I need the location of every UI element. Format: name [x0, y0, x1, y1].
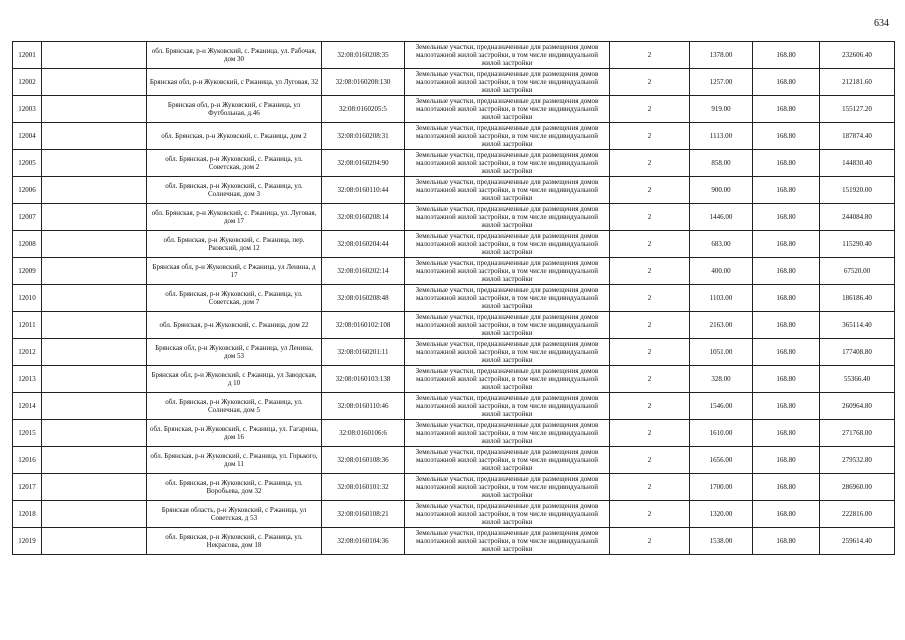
cell-category: 2: [610, 312, 690, 339]
table-row: [13, 204, 895, 231]
table-body: [13, 42, 895, 555]
cell-cadastral-number: 32:08:0160104:36: [322, 528, 405, 555]
cell-rate: 168.80: [753, 42, 820, 69]
cell-cadastral-value: 55366.40: [820, 366, 895, 393]
cell-category: 2: [610, 393, 690, 420]
cell-cadastral-number: 32:08:0160102:108: [322, 312, 405, 339]
cell-id: 12003: [13, 96, 42, 123]
cell-cadastral-number: 32:08:0160208:31: [322, 123, 405, 150]
cell-empty: [42, 231, 147, 258]
cell-rate: 168.80: [753, 312, 820, 339]
cell-category: 2: [610, 285, 690, 312]
table-row: [13, 339, 895, 366]
cell-area: 1113.00: [690, 123, 753, 150]
cell-rate: 168.80: [753, 420, 820, 447]
cell-id: 12008: [13, 231, 42, 258]
cell-address: обл. Брянская, р-н Жуковский, с. Ржаница, дом 2: [147, 123, 322, 150]
cell-area: 1446.00: [690, 204, 753, 231]
table-row: [13, 69, 895, 96]
cell-empty: [42, 258, 147, 285]
cell-purpose: Земельные участки, предназначенные для размещения домов малоэтажной жилой застройки, в том числе индивидуальной жилой застройки: [405, 69, 610, 96]
cell-address: обл. Брянская, р-н Жуковский, с. Ржаница, дом 22: [147, 312, 322, 339]
cell-rate: 168.80: [753, 393, 820, 420]
cell-area: 2163.00: [690, 312, 753, 339]
cell-purpose: Земельные участки, предназначенные для размещения домов малоэтажной жилой застройки, в том числе индивидуальной жилой застройки: [405, 285, 610, 312]
cell-purpose: Земельные участки, предназначенные для размещения домов малоэтажной жилой застройки, в том числе индивидуальной жилой застройки: [405, 123, 610, 150]
cell-cadastral-number: 32:08:0160110:46: [322, 393, 405, 420]
cell-category: 2: [610, 204, 690, 231]
cell-category: 2: [610, 339, 690, 366]
table-row: [13, 42, 895, 69]
cell-id: 12009: [13, 258, 42, 285]
table-row: [13, 96, 895, 123]
cell-area: 1103.00: [690, 285, 753, 312]
cell-empty: [42, 204, 147, 231]
cell-empty: [42, 366, 147, 393]
land-registry-table: [12, 41, 895, 555]
cell-category: 2: [610, 528, 690, 555]
cell-rate: 168.80: [753, 258, 820, 285]
cell-address: обл. Брянская, р-н Жуковский, с. Ржаница, ул. Советская, дом 2: [147, 150, 322, 177]
cell-category: 2: [610, 258, 690, 285]
cell-id: 12015: [13, 420, 42, 447]
cell-id: 12019: [13, 528, 42, 555]
cell-purpose: Земельные участки, предназначенные для размещения домов малоэтажной жилой застройки, в том числе индивидуальной жилой застройки: [405, 339, 610, 366]
cell-area: 1656.00: [690, 447, 753, 474]
cell-cadastral-number: 32:08:0160205:5: [322, 96, 405, 123]
cell-address: обл. Брянская, р-н Жуковский, с. Ржаница, ул. Воробьева, дом 32: [147, 474, 322, 501]
cell-address: Брянская обл, р-н Жуковский, с Ржаница, ул Футбольная, д.46: [147, 96, 322, 123]
cell-area: 900.00: [690, 177, 753, 204]
cell-area: 1546.00: [690, 393, 753, 420]
cell-cadastral-value: 365114.40: [820, 312, 895, 339]
cell-empty: [42, 393, 147, 420]
cell-category: 2: [610, 447, 690, 474]
cell-empty: [42, 150, 147, 177]
cell-purpose: Земельные участки, предназначенные для размещения домов малоэтажной жилой застройки, в том числе индивидуальной жилой застройки: [405, 393, 610, 420]
cell-address: Брянская обл, р-н Жуковский, с Ржаница, ул Заводская, д 10: [147, 366, 322, 393]
cell-empty: [42, 42, 147, 69]
cell-id: 12017: [13, 474, 42, 501]
cell-cadastral-number: 32:08:0160103:138: [322, 366, 405, 393]
cell-cadastral-value: 244084.80: [820, 204, 895, 231]
cell-area: 328.00: [690, 366, 753, 393]
cell-rate: 168.80: [753, 501, 820, 528]
cell-empty: [42, 501, 147, 528]
cell-id: 12007: [13, 204, 42, 231]
cell-rate: 168.80: [753, 150, 820, 177]
cell-id: 12001: [13, 42, 42, 69]
cell-empty: [42, 96, 147, 123]
cell-cadastral-value: 260964.80: [820, 393, 895, 420]
cell-cadastral-number: 32:08:0160208:35: [322, 42, 405, 69]
cell-rate: 168.80: [753, 285, 820, 312]
cell-id: 12005: [13, 150, 42, 177]
cell-category: 2: [610, 420, 690, 447]
table-row: [13, 312, 895, 339]
cell-id: 12014: [13, 393, 42, 420]
cell-cadastral-value: 279532.80: [820, 447, 895, 474]
cell-cadastral-number: 32:08:0160202:14: [322, 258, 405, 285]
cell-purpose: Земельные участки, предназначенные для размещения домов малоэтажной жилой застройки, в том числе индивидуальной жилой застройки: [405, 231, 610, 258]
cell-purpose: Земельные участки, предназначенные для размещения домов малоэтажной жилой застройки, в том числе индивидуальной жилой застройки: [405, 258, 610, 285]
table-row: [13, 447, 895, 474]
table-row: [13, 123, 895, 150]
table-row: [13, 474, 895, 501]
cell-area: 1257.00: [690, 69, 753, 96]
cell-cadastral-value: 155127.20: [820, 96, 895, 123]
cell-id: 12002: [13, 69, 42, 96]
cell-cadastral-number: 32:08:0160110:44: [322, 177, 405, 204]
cell-category: 2: [610, 501, 690, 528]
cell-area: 1378.00: [690, 42, 753, 69]
cell-address: обл. Брянская, р-н Жуковский, с. Ржаница, ул. Рабочая, дом 30: [147, 42, 322, 69]
cell-id: 12004: [13, 123, 42, 150]
cell-area: 1320.00: [690, 501, 753, 528]
cell-address: Брянская обл, р-н Жуковский, с Ржаница, ул Луговая, 32: [147, 69, 322, 96]
table-row: [13, 528, 895, 555]
cell-area: 858.00: [690, 150, 753, 177]
cell-address: обл. Брянская, р-н Жуковский, с. Ржаница, ул. Горького, дом 11: [147, 447, 322, 474]
cell-empty: [42, 177, 147, 204]
cell-category: 2: [610, 474, 690, 501]
cell-empty: [42, 312, 147, 339]
cell-cadastral-value: 271768.00: [820, 420, 895, 447]
cell-purpose: Земельные участки, предназначенные для размещения домов малоэтажной жилой застройки, в том числе индивидуальной жилой застройки: [405, 312, 610, 339]
cell-area: 1538.00: [690, 528, 753, 555]
cell-cadastral-value: 115290.40: [820, 231, 895, 258]
table-row: [13, 285, 895, 312]
cell-purpose: Земельные участки, предназначенные для размещения домов малоэтажной жилой застройки, в том числе индивидуальной жилой застройки: [405, 204, 610, 231]
cell-area: 1610.00: [690, 420, 753, 447]
cell-cadastral-value: 151920.00: [820, 177, 895, 204]
cell-cadastral-number: 32:08:0160108:36: [322, 447, 405, 474]
cell-address: обл. Брянская, р-н Жуковский, с. Ржаница, ул. Советская, дом 7: [147, 285, 322, 312]
cell-purpose: Земельные участки, предназначенные для размещения домов малоэтажной жилой застройки, в том числе индивидуальной жилой застройки: [405, 42, 610, 69]
cell-cadastral-value: 144830.40: [820, 150, 895, 177]
cell-purpose: Земельные участки, предназначенные для размещения домов малоэтажной жилой застройки, в том числе индивидуальной жилой застройки: [405, 366, 610, 393]
cell-rate: 168.80: [753, 231, 820, 258]
cell-cadastral-number: 32:08:0160208:48: [322, 285, 405, 312]
cell-address: обл. Брянская, р-н Жуковский, с. Ржаница, ул. Солнечная, дом 5: [147, 393, 322, 420]
cell-purpose: Земельные участки, предназначенные для размещения домов малоэтажной жилой застройки, в том числе индивидуальной жилой застройки: [405, 501, 610, 528]
cell-address: обл. Брянская, р-н Жуковский, с. Ржаница, ул. Гагарина, дом 16: [147, 420, 322, 447]
cell-empty: [42, 285, 147, 312]
cell-rate: 168.80: [753, 204, 820, 231]
cell-area: 1700.00: [690, 474, 753, 501]
cell-cadastral-value: 187874.40: [820, 123, 895, 150]
cell-rate: 168.80: [753, 96, 820, 123]
cell-id: 12006: [13, 177, 42, 204]
cell-purpose: Земельные участки, предназначенные для размещения домов малоэтажной жилой застройки, в том числе индивидуальной жилой застройки: [405, 447, 610, 474]
cell-cadastral-number: 32:08:0160208:14: [322, 204, 405, 231]
table-row: [13, 393, 895, 420]
page-number: 634: [874, 18, 889, 29]
cell-address: обл. Брянская, р-н Жуковский, с. Ржаница, пер. Рковский, дом 12: [147, 231, 322, 258]
cell-empty: [42, 123, 147, 150]
table-row: [13, 258, 895, 285]
cell-cadastral-value: 186186.40: [820, 285, 895, 312]
cell-cadastral-value: 212181.60: [820, 69, 895, 96]
cell-cadastral-number: 32:08:0160101:32: [322, 474, 405, 501]
cell-address: обл. Брянская, р-н Жуковский, с. Ржаница, ул. Некрасова, дом 18: [147, 528, 322, 555]
cell-address: обл. Брянская, р-н Жуковский, с. Ржаница, ул. Луговая, дом 17: [147, 204, 322, 231]
cell-cadastral-number: 32:08:0160204:90: [322, 150, 405, 177]
cell-address: Брянская область, р-н Жуковский, с Ржаница, ул Советская, д 53: [147, 501, 322, 528]
cell-category: 2: [610, 231, 690, 258]
table-row: [13, 231, 895, 258]
cell-purpose: Земельные участки, предназначенные для размещения домов малоэтажной жилой застройки, в том числе индивидуальной жилой застройки: [405, 420, 610, 447]
cell-cadastral-value: 232606.40: [820, 42, 895, 69]
cell-id: 12012: [13, 339, 42, 366]
cell-category: 2: [610, 42, 690, 69]
cell-rate: 168.80: [753, 69, 820, 96]
cell-purpose: Земельные участки, предназначенные для размещения домов малоэтажной жилой застройки, в том числе индивидуальной жилой застройки: [405, 177, 610, 204]
cell-rate: 168.80: [753, 123, 820, 150]
cell-area: 683.00: [690, 231, 753, 258]
cell-empty: [42, 474, 147, 501]
cell-empty: [42, 69, 147, 96]
cell-category: 2: [610, 69, 690, 96]
table-row: [13, 420, 895, 447]
cell-category: 2: [610, 366, 690, 393]
cell-empty: [42, 420, 147, 447]
cell-rate: 168.80: [753, 447, 820, 474]
cell-rate: 168.80: [753, 339, 820, 366]
cell-area: 400.00: [690, 258, 753, 285]
cell-empty: [42, 447, 147, 474]
table-row: [13, 366, 895, 393]
cell-category: 2: [610, 123, 690, 150]
cell-address: обл. Брянская, р-н Жуковский, с. Ржаница, ул. Солнечная, дом 3: [147, 177, 322, 204]
cell-empty: [42, 339, 147, 366]
cell-id: 12018: [13, 501, 42, 528]
cell-rate: 168.80: [753, 177, 820, 204]
cell-address: Брянская обл, р-н Жуковский, с Ржаница, ул Ленина, д 17: [147, 258, 322, 285]
table-row: [13, 501, 895, 528]
cell-cadastral-value: 259614.40: [820, 528, 895, 555]
cell-area: 919.00: [690, 96, 753, 123]
cell-id: 12011: [13, 312, 42, 339]
cell-cadastral-value: 67520.00: [820, 258, 895, 285]
cell-address: Брянская обл, р-н Жуковский, с Ржаница, ул Ленина, дом 53: [147, 339, 322, 366]
cell-purpose: Земельные участки, предназначенные для размещения домов малоэтажной жилой застройки, в том числе индивидуальной жилой застройки: [405, 528, 610, 555]
cell-id: 12016: [13, 447, 42, 474]
cell-purpose: Земельные участки, предназначенные для размещения домов малоэтажной жилой застройки, в том числе индивидуальной жилой застройки: [405, 474, 610, 501]
cell-category: 2: [610, 150, 690, 177]
cell-category: 2: [610, 96, 690, 123]
cell-empty: [42, 528, 147, 555]
cell-cadastral-number: 32:08:0160108:21: [322, 501, 405, 528]
cell-rate: 168.80: [753, 528, 820, 555]
cell-area: 1051.00: [690, 339, 753, 366]
cell-cadastral-number: 32:08:0160208:130: [322, 69, 405, 96]
cell-cadastral-number: 32:08:0160106:6: [322, 420, 405, 447]
cell-cadastral-number: 32:08:0160204:44: [322, 231, 405, 258]
cell-cadastral-value: 177408.80: [820, 339, 895, 366]
cell-id: 12010: [13, 285, 42, 312]
cell-cadastral-value: 286960.00: [820, 474, 895, 501]
cell-cadastral-value: 222816.00: [820, 501, 895, 528]
cell-purpose: Земельные участки, предназначенные для размещения домов малоэтажной жилой застройки, в том числе индивидуальной жилой застройки: [405, 150, 610, 177]
cell-id: 12013: [13, 366, 42, 393]
cell-category: 2: [610, 177, 690, 204]
table-row: [13, 150, 895, 177]
cell-cadastral-number: 32:08:0160201:11: [322, 339, 405, 366]
table-row: [13, 177, 895, 204]
cell-rate: 168.80: [753, 474, 820, 501]
cell-rate: 168.80: [753, 366, 820, 393]
cell-purpose: Земельные участки, предназначенные для размещения домов малоэтажной жилой застройки, в том числе индивидуальной жилой застройки: [405, 96, 610, 123]
